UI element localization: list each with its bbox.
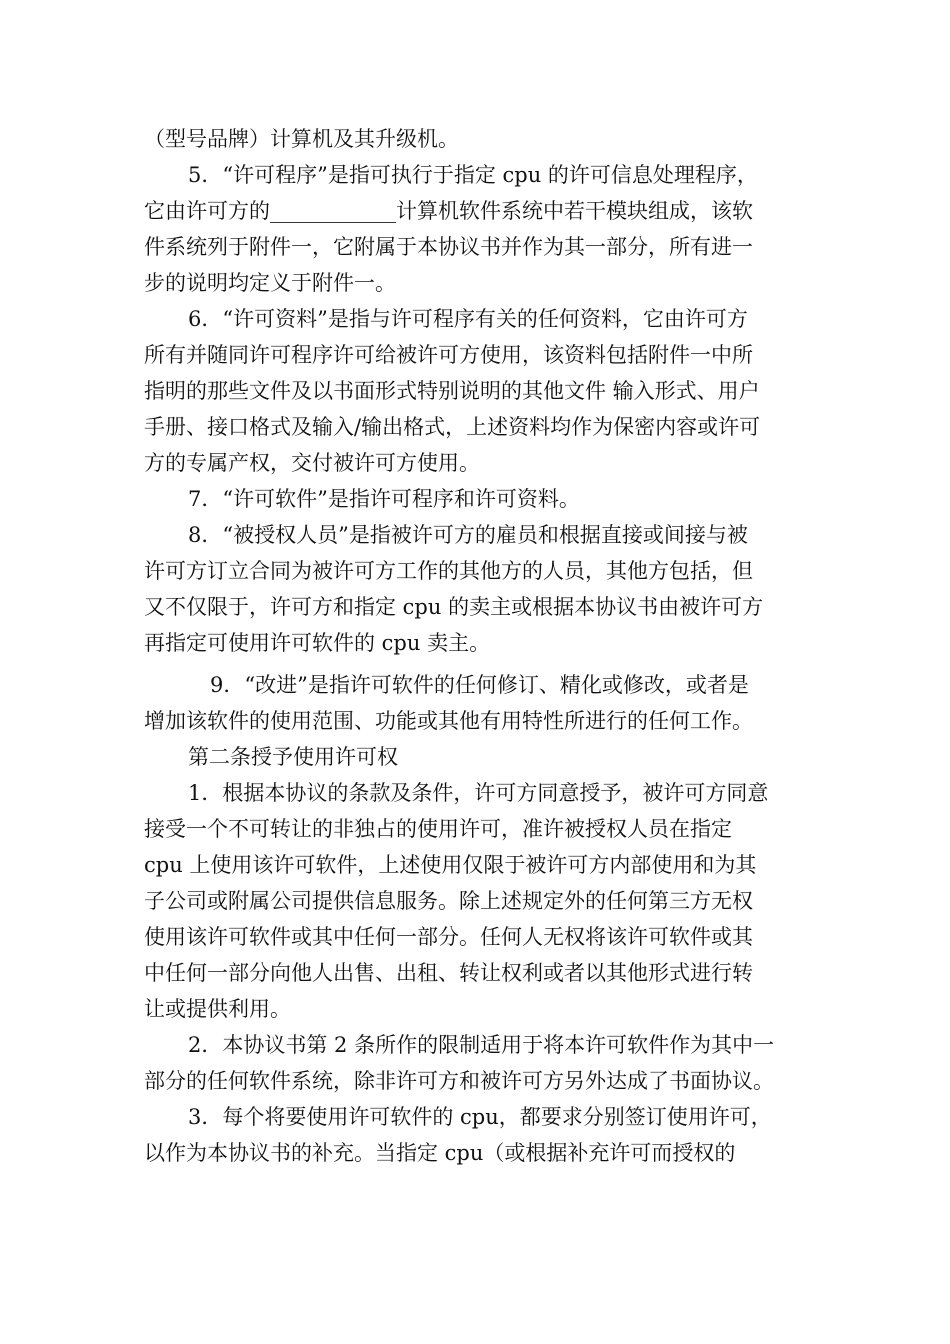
text-line: 再指定可使用许可软件的 cpu 卖主。 [144,631,491,655]
article-2-clause-2-first-line: 2．本协议书第 2 条所作的限制适用于将本许可软件作为其中一 [188,1033,775,1057]
text-line: 方的专属产权，交付被许可方使用。 [144,451,480,475]
text-line: 以作为本协议书的补充。当指定 cpu（或根据补充许可而授权的 [144,1141,736,1165]
text-line: 又不仅限于，许可方和指定 cpu 的卖主或根据本协议书由被许可方 [144,595,764,619]
clause-9-first-line: 9．“改进”是指许可软件的任何修订、精化或修改，或者是 [210,673,749,697]
text-line: 使用该许可软件或其中任何一部分。任何人无权将该许可软件或其 [144,925,753,949]
text-line: 指明的那些文件及以书面形式特别说明的其他文件 输入形式、用户 [144,379,760,403]
text-line: 所有并随同许可程序许可给被许可方使用，该资料包括附件一中所 [144,343,753,367]
text-line: 手册、接口格式及输入/输出格式，上述资料均作为保密内容或许可 [144,415,761,439]
text-line: 件系统列于附件一，它附属于本协议书并作为其一部分，所有进一 [144,235,753,259]
text-line: 接受一个不可转让的非独占的使用许可，准许被授权人员在指定 [144,817,732,841]
section-heading: 第二条授予使用许可权 [188,745,398,769]
article-2-clause-1-first-line: 1．根据本协议的条款及条件，许可方同意授予，被许可方同意 [188,781,769,805]
text-line: 让或提供利用。 [144,997,291,1021]
clause-8-first-line: 8．“被授权人员”是指被许可方的雇员和根据直接或间接与被 [188,523,748,547]
text-line: 中任何一部分向他人出售、出租、转让权利或者以其他形式进行转 [144,961,753,985]
text-line: 增加该软件的使用范围、功能或其他有用特性所进行的任何工作。 [144,709,753,733]
text-line: 它由许可方的____________计算机软件系统中若干模块组成，该软 [144,199,753,223]
text-line: 部分的任何软件系统，除非许可方和被许可方另外达成了书面协议。 [144,1069,774,1093]
clause-7-line: 7．“许可软件”是指许可程序和许可资料。 [188,487,580,511]
clause-6-first-line: 6．“许可资料”是指与许可程序有关的任何资料，它由许可方 [188,307,748,331]
text-line: 步的说明均定义于附件一。 [144,271,396,295]
text-line: 许可方订立合同为被许可方工作的其他方的人员，其他方包括，但 [144,559,753,583]
article-2-clause-3-first-line: 3．每个将要使用许可软件的 cpu，都要求分别签订使用许可， [188,1105,772,1129]
text-line: 子公司或附属公司提供信息服务。除上述规定外的任何第三方无权 [144,889,753,913]
text-line: cpu 上使用该许可软件，上述使用仅限于被许可方内部使用和为其 [144,853,757,877]
text-line: （型号品牌）计算机及其升级机。 [144,127,459,151]
clause-5-first-line: 5．“许可程序”是指可执行于指定 cpu 的许可信息处理程序， [188,163,758,187]
